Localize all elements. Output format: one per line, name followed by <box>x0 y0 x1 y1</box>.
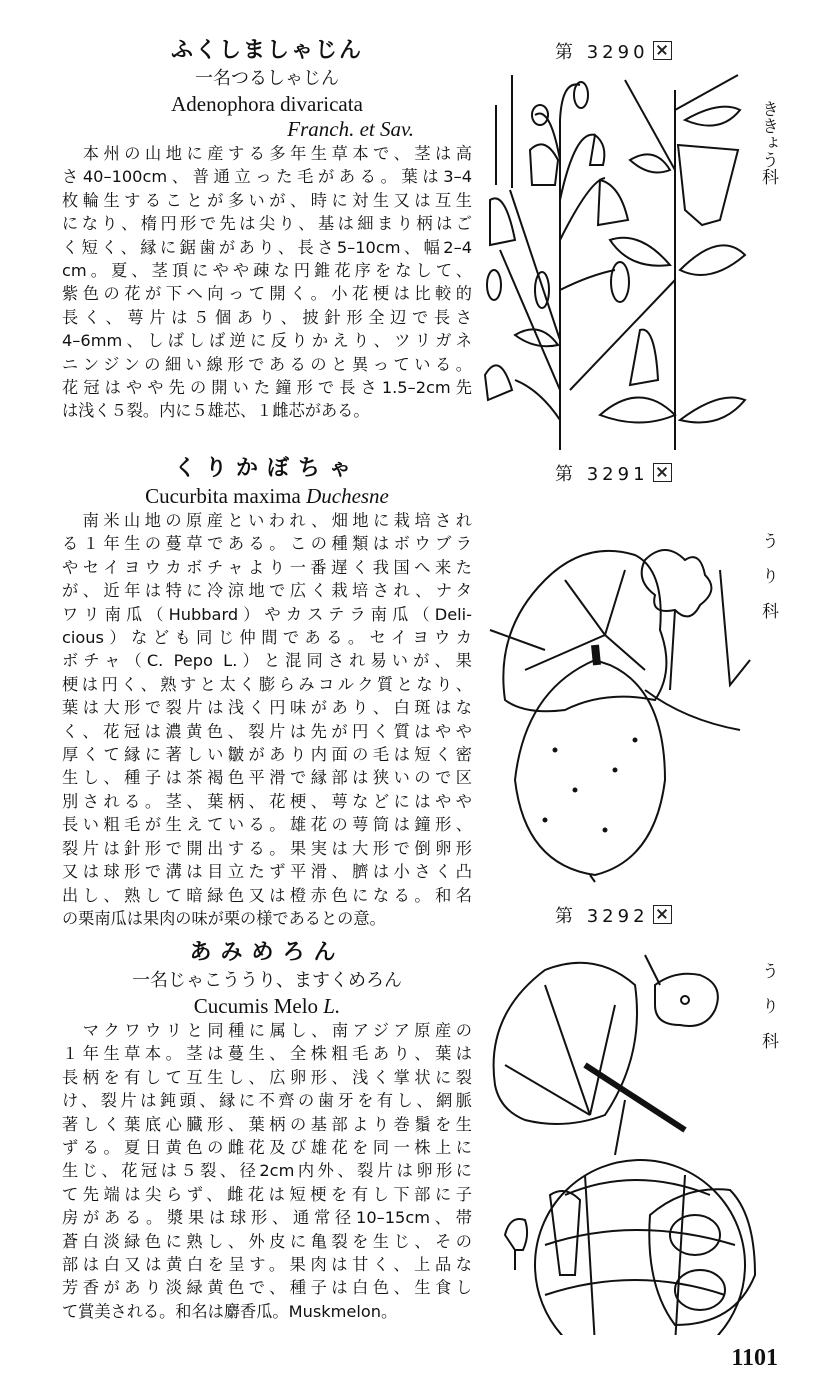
alternate-name: 一名つるしゃじん <box>195 68 339 89</box>
text-line: ニンジンの細い線形であるのと異っている。 <box>62 354 472 374</box>
text-line: cm。夏、茎頂にやや疎な円錐花序をなして、 <box>62 261 472 281</box>
family-label-uri: うり科 <box>758 532 778 637</box>
text-line: 部は白又は黄白を呈す。果肉は甘く、上品な <box>62 1255 472 1275</box>
description <box>62 142 472 423</box>
scientific-name-text: Cucurbita maxima <box>145 484 301 508</box>
text-line: は浅く５裂。内に５雄芯、１雌芯がある。 <box>62 401 370 421</box>
text-line: の栗南瓜は果肉の味が栗の様であるとの意。 <box>62 908 386 928</box>
adenophora-illustration <box>480 60 770 460</box>
text-line: になり、楕円形で先は尖り、基は細まり柄はご <box>62 214 472 234</box>
author-citation: Franch. et Sav. <box>287 117 414 141</box>
text-line: が、近年は特に冷涼地で広く栽培され、ナタ <box>62 581 472 601</box>
text-line: 南米山地の原産といわれ、畑地に栽培され <box>62 511 472 530</box>
entry-title: あみめろん <box>189 940 345 965</box>
text-line: 長い粗毛が生えている。雄花の萼筒は鐘形、 <box>62 815 472 835</box>
text-line: 4–6mm、しばしば逆に反りかえり、ツリガネ <box>62 331 472 351</box>
text-line: 生し、種子は茶褐色平滑で縁部は狭いので区 <box>62 768 472 788</box>
text-line: く短く、縁に鋸歯があり、長さ5–10cm、幅2–4 <box>62 237 472 257</box>
figure-kanji-icon <box>653 905 672 924</box>
text-line: 蒼白淡緑色に熟し、外皮に亀裂を生じ、その <box>62 1231 472 1251</box>
text-line: 梗は円く、熟すと太く膨らみコルク質となり、 <box>62 674 472 694</box>
entry-title: くりかぼちゃ <box>173 456 360 481</box>
text-line: 長柄を有して互生し、広卵形、浅く掌状に裂 <box>62 1067 472 1087</box>
figure-number: 第 3290 <box>555 42 649 63</box>
scientific-name-text: Cucumis Melo <box>193 994 319 1018</box>
figure-label-3292 <box>555 902 672 928</box>
page-number: 1101 <box>731 1345 778 1371</box>
cucurbita-illustration <box>485 520 755 890</box>
text-line: 又は球形で溝は目立たず平滑、臍は小さく凸 <box>62 862 472 882</box>
text-line: 紫色の花が下へ向って開く。小花梗は比較的 <box>62 284 472 304</box>
entry-amimeron <box>62 938 472 1323</box>
text-line: マクワウリと同種に属し、南アジア原産の <box>62 1021 472 1040</box>
entry-kurikabocha <box>62 454 472 930</box>
figure-kanji-icon <box>653 41 672 60</box>
author-citation: Duchesne <box>306 484 389 508</box>
text-line: て先端は尖らず、雌花は短梗を有し下部に子 <box>62 1184 472 1204</box>
scientific-name: Adenophora divaricata <box>171 92 363 116</box>
text-line: け、裂片は鈍頭、縁に不齊の歯牙を有し、網脈 <box>62 1091 472 1111</box>
figure-number: 第 3291 <box>555 464 649 485</box>
text-line: ずる。夏日黄色の雌花及び雄花を同一株上に <box>62 1138 472 1158</box>
text-line: 厚くて縁に著しい皺があり内面の毛は短く密 <box>62 745 472 765</box>
scientific-name <box>62 484 472 509</box>
figure-kanji-icon <box>653 463 672 482</box>
text-line: 房がある。漿果は球形、通常径10–15cm、帯 <box>62 1208 472 1228</box>
text-line: １年生草本。茎は蔓生、全株粗毛あり、葉は <box>62 1044 472 1064</box>
text-line: 長く、萼片は５個あり、披針形全辺で長さ <box>62 307 472 327</box>
text-line: 著しく葉底心臓形、葉柄の基部より巻鬚を生 <box>62 1114 472 1134</box>
text-line: て賞美される。和名は麝香瓜。Muskmelon。 <box>62 1301 398 1321</box>
text-line: 芳香があり淡緑黄色で、種子は白色、生食し <box>62 1278 472 1298</box>
text-line: cious）なども同じ仲間である。セイヨウカ <box>62 628 472 648</box>
text-line: 本州の山地に産する多年生草本で、茎は高 <box>62 144 472 163</box>
text-line: る１年生の蔓草である。この種類はボウブラ <box>62 534 472 554</box>
text-line: 別される。茎、葉柄、花梗、萼などにはやや <box>62 791 472 811</box>
alternate-name: 一名じゃこううり、ますくめろん <box>132 970 402 991</box>
text-line: やセイヨウカボチャより一番遅く我国へ来た <box>62 557 472 577</box>
author-citation: L. <box>323 994 341 1018</box>
scientific-name <box>62 994 472 1019</box>
entry-fukushimashajin <box>62 36 472 423</box>
family-label-kikyo: ききょう科 <box>758 100 778 185</box>
entry-title: ふくしましゃじん <box>170 38 363 63</box>
figure-number: 第 3292 <box>555 906 649 927</box>
text-line: く、花冠は濃黄色、裂片は先が円く質はやや <box>62 721 472 741</box>
figure-label-3291 <box>555 460 672 486</box>
description <box>62 1019 472 1323</box>
text-line: 生じ、花冠は５裂、径2cm内外、裂片は卵形に <box>62 1161 472 1181</box>
text-line: ボチャ（C. Pepo L.）と混同され易いが、果 <box>62 651 472 671</box>
text-line: 枚輪生することが多いが、時に対生又は互生 <box>62 190 472 210</box>
text-line: 出し、熟して暗緑色又は橙赤色になる。和名 <box>62 885 472 905</box>
text-line: 花冠はやや先の開いた鐘形で長さ1.5–2cm先 <box>62 378 472 398</box>
family-label-uri: うり科 <box>758 962 778 1067</box>
text-line: さ40–100cm、普通立った毛がある。葉は3–4 <box>62 167 472 187</box>
text-line: 葉は大形で裂片は浅く円味があり、白斑はな <box>62 698 472 718</box>
text-line: 裂片は針形で開出する。果実は大形で倒卵形 <box>62 838 472 858</box>
cucumis-illustration <box>485 945 760 1335</box>
description <box>62 509 472 930</box>
text-line: ワリ南瓜（Hubbard）やカステラ南瓜（Deli- <box>62 604 472 624</box>
